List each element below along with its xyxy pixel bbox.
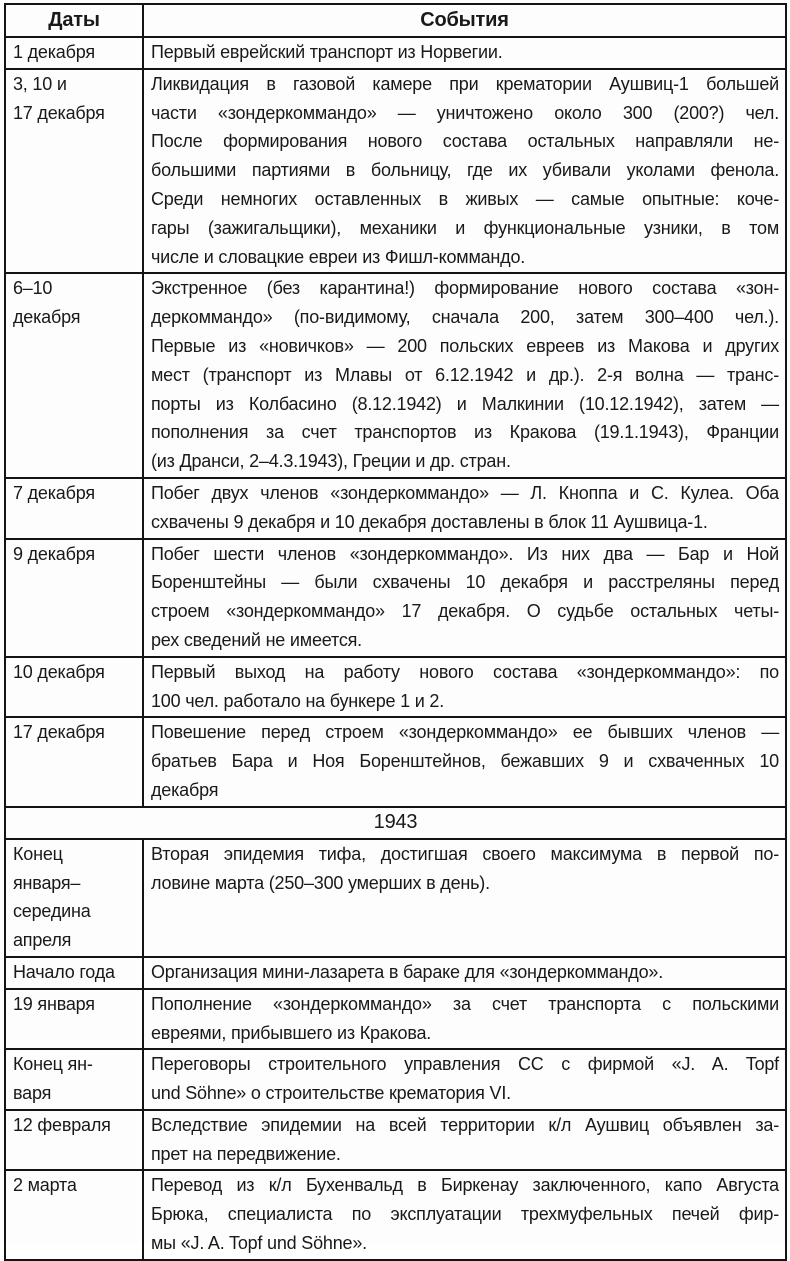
chronology-table <box>4 3 787 1261</box>
date-cell: Начало года <box>5 957 143 989</box>
table-row <box>5 1170 786 1259</box>
table-row <box>5 1049 786 1110</box>
event-cell: Переговоры строительного управления СС с фирмой «J. A. Topf und Söhne» о строительстве крематория VI. <box>143 1049 786 1110</box>
event-cell: Вторая эпидемия тифа, достигшая своего максимума в первой по- ловине марта (250–300 умерших в день). <box>143 839 786 957</box>
date-cell: 3, 10 и 17 декабря <box>5 69 143 274</box>
table-row <box>5 957 786 989</box>
dates-column-header: Даты <box>5 4 143 37</box>
date-cell: 19 января <box>5 989 143 1050</box>
table-row <box>5 839 786 957</box>
date-cell: 7 декабря <box>5 478 143 539</box>
event-cell: Первый еврейский транспорт из Норвегии. <box>143 37 786 69</box>
event-cell: Перевод из к/л Бухенвальд в Биркенау заключенного, капо Августа Брюка, специалиста по эксплуатации трехмуфельных печей фир- мы «J. A. Topf und Söhne». <box>143 1170 786 1259</box>
date-cell: Конец января– середина апреля <box>5 839 143 957</box>
date-cell: 6–10 декабря <box>5 273 143 478</box>
table-row <box>5 273 786 478</box>
year-section-label: 1943 <box>5 807 786 839</box>
table-row <box>5 989 786 1050</box>
events-column-header: События <box>143 4 786 37</box>
table-row <box>5 539 786 657</box>
event-cell: Побег двух членов «зондеркоммандо» — Л. Кноппа и С. Кулеа. Оба схвачены 9 декабря и 10 декабря доставлены в блок 11 Аушвица-1. <box>143 478 786 539</box>
table-row <box>5 717 786 806</box>
table-row <box>5 478 786 539</box>
event-cell: Организация мини-лазарета в бараке для «зондеркоммандо». <box>143 957 786 989</box>
event-cell: Вследствие эпидемии на всей территории к/л Аушвиц объявлен за- прет на передвижение. <box>143 1110 786 1171</box>
date-cell: 2 марта <box>5 1170 143 1259</box>
date-cell: 17 декабря <box>5 717 143 806</box>
event-cell: Побег шести членов «зондеркоммандо». Из них два — Бар и Ной Боренштейны — были схвачены 10 декабря и расстреляны перед строем «зондеркоммандо» 17 декабря. О судьбе остальных четы- рех сведений не имеется. <box>143 539 786 657</box>
year-section-row <box>5 807 786 839</box>
date-cell: Конец ян- варя <box>5 1049 143 1110</box>
date-cell: 1 декабря <box>5 37 143 69</box>
table-header-row <box>5 4 786 37</box>
table-row <box>5 37 786 69</box>
date-cell: 10 декабря <box>5 657 143 718</box>
table-row <box>5 1110 786 1171</box>
date-cell: 9 декабря <box>5 539 143 657</box>
event-cell: Экстренное (без карантина!) формирование нового состава «зон- деркоммандо» (по-видимому, сначала 200, затем 300–400 чел.). Первые из «новичков» — 200 польских евреев из Макова и других мест (транспорт из Млавы от 6.12.1942 и др.). 2-я волна — транс- порты из Колбасино (8.12.1942) и Малкинии (10.12.1942), затем — пополнения за счет транспортов из Кракова (19.1.1943), Франции (из Дранси, 2–4.3.1943), Греции и др. стран. <box>143 273 786 478</box>
table-row <box>5 657 786 718</box>
date-cell: 12 февраля <box>5 1110 143 1171</box>
event-cell: Первый выход на работу нового состава «зондеркоммандо»: по 100 чел. работало на бункере 1 и 2. <box>143 657 786 718</box>
table-row <box>5 69 786 274</box>
event-cell: Ликвидация в газовой камере при крематории Аушвиц-1 большей части «зондеркоммандо» — уничтожено около 300 (200?) чел. После формирования нового состава остальных направляли не- большими партиями в больницу, где их убивали уколами фенола. Среди немногих оставленных в живых — самые опытные: коче- гары (зажигальщики), механики и функциональные узники, в том числе и словацкие евреи из Фишл-коммандо. <box>143 69 786 274</box>
event-cell: Повешение перед строем «зондеркоммандо» ее бывших членов — братьев Бара и Ноя Боренштейнов, бежавших 9 и схваченных 10 декабря <box>143 717 786 806</box>
event-cell: Пополнение «зондеркоммандо» за счет транспорта с польскими евреями, прибывшего из Кракова. <box>143 989 786 1050</box>
